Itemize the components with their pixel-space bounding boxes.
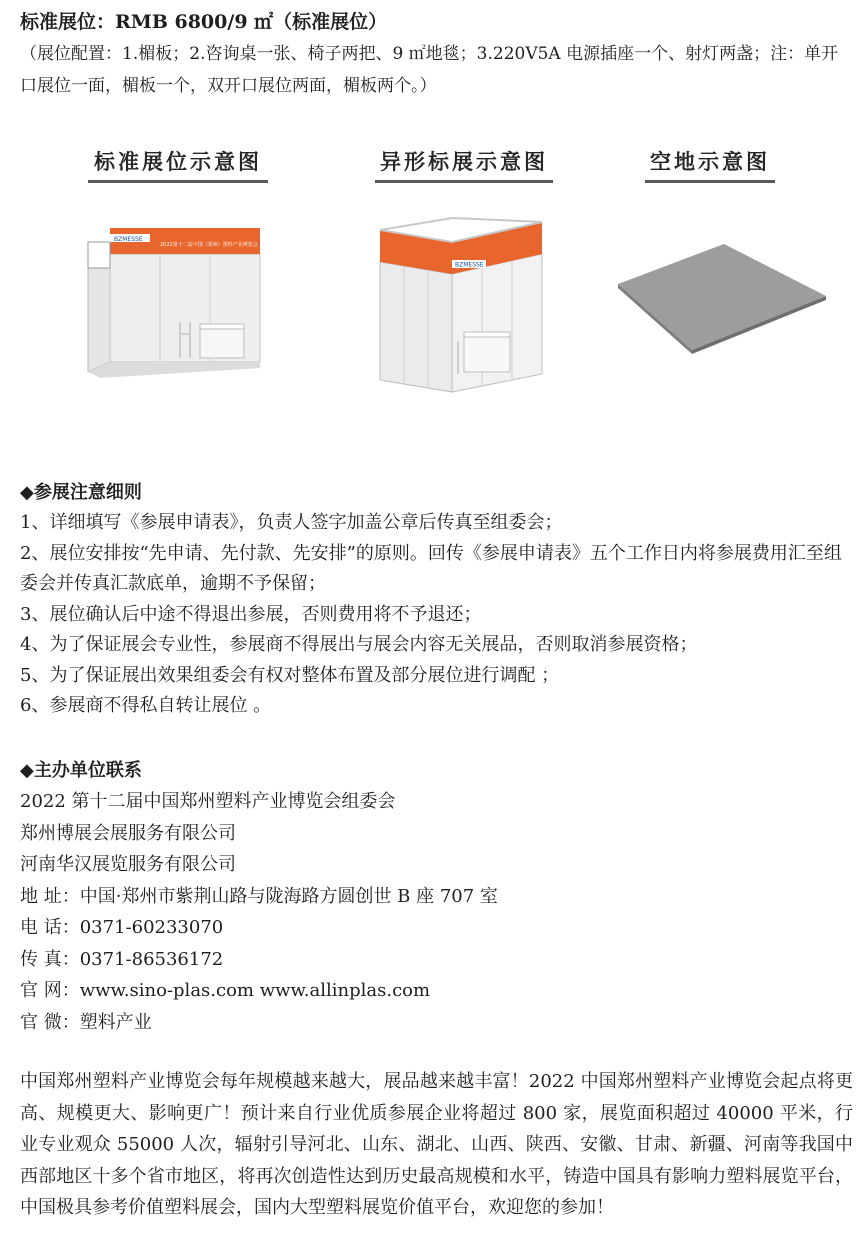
fax: 传 真：0371-86536172 bbox=[20, 948, 224, 970]
company-name: 河南华汉展览服务有限公司 bbox=[20, 854, 236, 875]
booth-brand-text: BZMESSE bbox=[455, 261, 484, 269]
phone: 电 话：0371-60233070 bbox=[20, 917, 224, 938]
title-underline bbox=[375, 180, 553, 183]
organizer-name: 2022 第十二届中国郑州塑料产业博览会组委会 bbox=[20, 791, 396, 812]
list-item: 2、展位安排按“先申请、先付款、先安排”的原则。回传《参展申请表》五个工作日内将参展费用汇至组委会并传真汇款底单，逾期不予保留； bbox=[20, 542, 842, 594]
intro-paragraph: 中国郑州塑料产业博览会每年规模越来越大，展品越来越丰富！2022 中国郑州塑料产业博览会起点将更高、规模更大、影响更广！预计来自行业优质参展企业将超过 800 家，展览面积超过 40000 平米，行业专业观众 55000 人次，辐射引导河北、山东、湖北、山西、陕西、安徽、甘肃、新疆、河南等我国中西部地区十多个省市地区，将再次创造性达到历史最高规模和水平，铸造中国具有影响力塑料展览平台，中国极具参考价值塑料展会，国内大型塑料展览价值平台，欢迎您的参加！ bbox=[20, 1071, 853, 1218]
pricing-description: （展位配置：1.楣板；2.咨询桌一张、椅子两把、9 ㎡地毯；3.220V5A 电源插座一个、射灯两盏；注：单开口展位一面，楣板一个，双开口展位两面，楣板两个。） bbox=[20, 44, 839, 96]
list-item: 6、参展商不得私自转让展位 。 bbox=[20, 695, 272, 716]
rules-heading: ◆参展注意细则 bbox=[20, 482, 142, 503]
booth-brand-text: BZMESSE bbox=[114, 236, 143, 243]
list-item: 3、展位确认后中途不得退出参展，否则费用将不予退还； bbox=[20, 603, 482, 625]
raw-space-title: 空地示意图 bbox=[650, 150, 770, 174]
list-item: 1、详细填写《参展申请表》，负责人签字加盖公章后传真至组委会； bbox=[20, 512, 563, 533]
list-item: 5、为了保证展出效果组委会有权对整体布置及部分展位进行调配 ； bbox=[20, 664, 560, 686]
rules-section bbox=[20, 478, 853, 722]
company-name: 郑州博展会展服务有限公司 bbox=[20, 822, 236, 844]
raw-space-caption bbox=[610, 148, 810, 183]
contact-section bbox=[20, 756, 853, 1038]
wechat: 官 微：塑料产业 bbox=[20, 1011, 152, 1033]
title-underline bbox=[88, 180, 268, 183]
standard-booth-image bbox=[80, 222, 270, 392]
website: 官 网：www.sino-plas.com www.allinplas.com bbox=[20, 980, 431, 1001]
special-booth-title: 异形标展示意图 bbox=[380, 150, 548, 174]
pricing-title: 标准展位：RMB 6800/9 ㎡（标准展位） bbox=[20, 11, 388, 33]
raw-space-image bbox=[612, 238, 832, 358]
standard-booth-title: 标准展位示意图 bbox=[94, 150, 262, 174]
special-booth-caption bbox=[364, 148, 564, 183]
address: 地 址：中国·郑州市紫荆山路与陇海路方圆创世 B 座 707 室 bbox=[20, 885, 498, 907]
list-item: 4、为了保证展会专业性，参展商不得展出与展会内容无关展品，否则取消参展资格； bbox=[20, 634, 698, 655]
booth-banner-text: 2022第十二届中国（郑州）塑料产业博览会 bbox=[160, 242, 258, 248]
title-underline bbox=[645, 180, 775, 183]
contact-heading: ◆主办单位联系 bbox=[20, 760, 142, 781]
standard-booth-caption bbox=[78, 148, 278, 183]
special-booth-image bbox=[372, 202, 552, 402]
